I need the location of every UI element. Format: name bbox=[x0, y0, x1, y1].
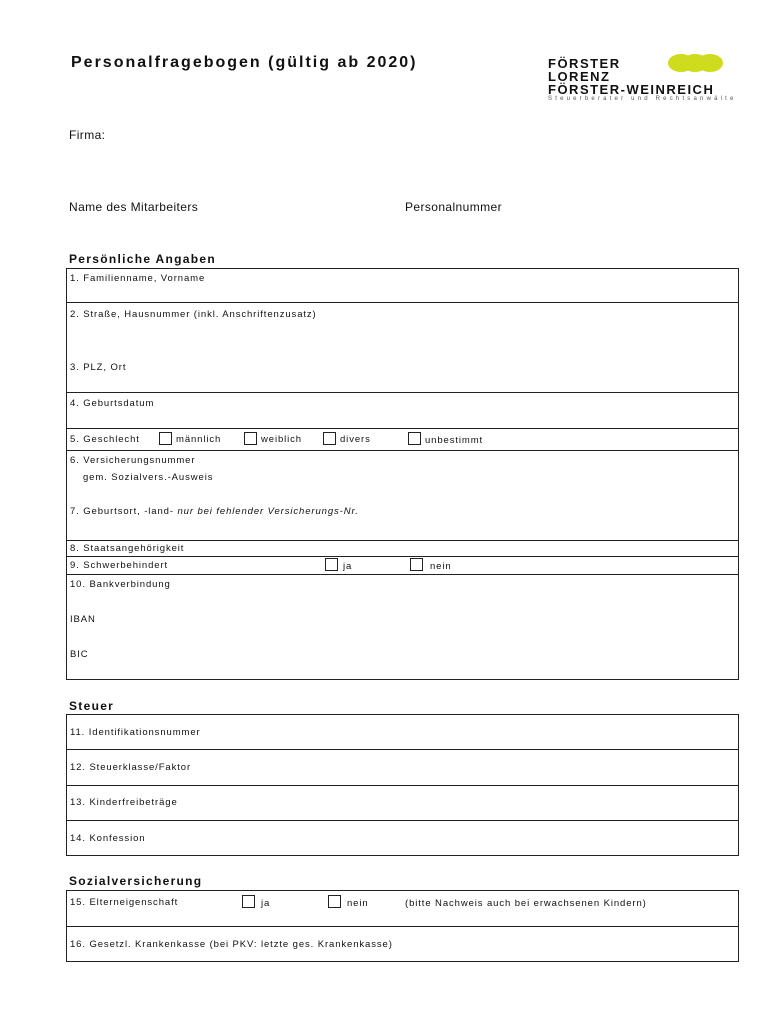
field-street: 2. Straße, Hausnummer (inkl. Anschriftenzusatz) bbox=[70, 309, 317, 320]
field-gender: 5. Geschlecht bbox=[70, 434, 140, 445]
gender-undetermined-label: unbestimmt bbox=[425, 435, 484, 446]
field-iban: IBAN bbox=[70, 614, 96, 625]
gender-male-label: männlich bbox=[176, 434, 222, 445]
field-tax-id: 11. Identifikationsnummer bbox=[70, 727, 201, 738]
field-parenthood: 15. Elterneigenschaft bbox=[70, 897, 179, 908]
row-divider bbox=[67, 556, 738, 557]
field-birthplace-label: 7. Geburtsort, -land- bbox=[70, 506, 174, 517]
row-divider bbox=[67, 450, 738, 451]
personal-data-table bbox=[66, 268, 739, 680]
firma-label: Firma: bbox=[69, 128, 106, 142]
logo-line-1: FÖRSTER bbox=[548, 56, 621, 71]
field-postcode-city: 3. PLZ, Ort bbox=[70, 362, 127, 373]
field-bank-details: 10. Bankverbindung bbox=[70, 579, 171, 590]
logo-line-2: LORENZ bbox=[548, 69, 611, 84]
field-insurance-number: 6. Versicherungsnummer bbox=[70, 455, 196, 466]
employee-name-label: Name des Mitarbeiters bbox=[69, 200, 199, 214]
row-divider bbox=[67, 574, 738, 575]
disabled-yes-checkbox[interactable] bbox=[325, 558, 338, 571]
row-divider bbox=[67, 428, 738, 429]
gender-diverse-checkbox[interactable] bbox=[323, 432, 336, 445]
gender-male-checkbox[interactable] bbox=[159, 432, 172, 445]
page-title: Personalfragebogen (gültig ab 2020) bbox=[71, 54, 418, 71]
logo-dot-icon bbox=[697, 54, 723, 72]
field-birthdate: 4. Geburtsdatum bbox=[70, 398, 155, 409]
field-health-insurance: 16. Gesetzl. Krankenkasse (bei PKV: letzte ges. Krankenkasse) bbox=[70, 939, 393, 950]
row-divider bbox=[67, 392, 738, 393]
parenthood-no-checkbox[interactable] bbox=[328, 895, 341, 908]
parenthood-no-label: nein bbox=[347, 898, 369, 909]
row-divider bbox=[67, 302, 738, 303]
disabled-no-label: nein bbox=[430, 561, 452, 572]
field-religion: 14. Konfession bbox=[70, 833, 146, 844]
field-family-name: 1. Familienname, Vorname bbox=[70, 273, 206, 284]
field-bic: BIC bbox=[70, 649, 89, 660]
field-tax-class: 12. Steuerklasse/Faktor bbox=[70, 762, 192, 773]
gender-female-label: weiblich bbox=[261, 434, 302, 445]
field-disabled: 9. Schwerbehindert bbox=[70, 560, 169, 571]
parenthood-yes-checkbox[interactable] bbox=[242, 895, 255, 908]
field-child-allowance: 13. Kinderfreibeträge bbox=[70, 797, 178, 808]
gender-undetermined-checkbox[interactable] bbox=[408, 432, 421, 445]
row-divider bbox=[67, 820, 738, 821]
parenthood-yes-label: ja bbox=[261, 898, 271, 909]
tax-table bbox=[66, 714, 739, 856]
social-section-heading: Sozialversicherung bbox=[69, 874, 203, 888]
disabled-yes-label: ja bbox=[343, 561, 353, 572]
field-nationality: 8. Staatsangehörigkeit bbox=[70, 543, 185, 554]
row-divider bbox=[67, 926, 738, 927]
logo-tagline: Steuerberater und Rechtsanwälte bbox=[548, 96, 737, 102]
personal-section-heading: Persönliche Angaben bbox=[69, 252, 216, 266]
tax-section-heading: Steuer bbox=[69, 699, 115, 713]
logo-line-3: FÖRSTER-WEINREICH bbox=[548, 82, 715, 97]
social-insurance-table bbox=[66, 890, 739, 962]
parenthood-note: (bitte Nachweis auch bei erwachsenen Kindern) bbox=[405, 898, 647, 909]
gender-female-checkbox[interactable] bbox=[244, 432, 257, 445]
personnel-number-label: Personalnummer bbox=[405, 200, 502, 214]
row-divider bbox=[67, 785, 738, 786]
field-birthplace-note: nur bei fehlender Versicherungs-Nr. bbox=[177, 506, 359, 517]
row-divider bbox=[67, 749, 738, 750]
gender-diverse-label: divers bbox=[340, 434, 371, 445]
disabled-no-checkbox[interactable] bbox=[410, 558, 423, 571]
field-insurance-number-note: gem. Sozialvers.-Ausweis bbox=[83, 472, 214, 483]
row-divider bbox=[67, 540, 738, 541]
field-birthplace bbox=[70, 506, 359, 517]
